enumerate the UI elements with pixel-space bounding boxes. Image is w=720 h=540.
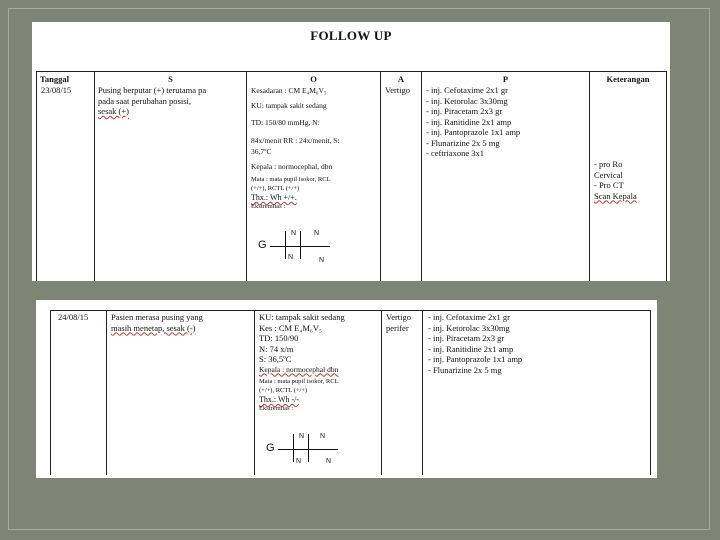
objective-line: Kepala : normocephal, dbn [251, 161, 333, 171]
plan-item: - ceftriaxone 3x1 [426, 148, 485, 158]
note-item: - pro Ro [594, 159, 623, 169]
col-divider [381, 310, 382, 475]
plan-item: - inj. Ketorolac 3x30mg [428, 322, 510, 333]
subjective-line: masih menetap, sesak (-) [111, 322, 196, 333]
assessment-text: Vertigo [385, 85, 411, 95]
objective-line: (+/+), RCTL (+/+) [251, 185, 300, 192]
plan-item: - inj. Piracetam 2x3 gr [426, 106, 503, 116]
subjective-text [98, 85, 206, 117]
gcs-value: N [291, 230, 297, 237]
header-date: Tanggal [40, 74, 69, 84]
assessment-line: Vertigo [386, 312, 412, 322]
col-divider [422, 310, 423, 475]
follow-up-sheet-1 [32, 22, 670, 281]
entry-date: 23/08/15 [41, 85, 72, 95]
gcs-line [285, 231, 286, 259]
objective-line: Kes : CM E₄M₆V₅ [259, 322, 322, 333]
follow-up-sheet-2 [36, 300, 657, 478]
header-o: O [310, 74, 317, 84]
subjective-line: pada saat perubahan posisi, [98, 95, 191, 106]
gcs-label: G [266, 442, 275, 454]
table-top-border [50, 310, 650, 311]
header-a: A [397, 74, 405, 84]
objective-line: KU: tampak sakit sedang [251, 100, 327, 110]
gcs-value: N [296, 458, 302, 465]
objective-line: TD: 150/80 mmHg, N: [251, 118, 320, 127]
subjective-line: Pusing berputar (+) terutama pa [98, 85, 207, 95]
subjective-text [111, 312, 203, 333]
gcs-value: N [319, 257, 325, 264]
plan-list [426, 85, 520, 159]
col-divider [589, 71, 590, 281]
gcs-value: N [288, 254, 294, 261]
objective-line: N: 74 x/m [259, 343, 294, 354]
objective-line: TD: 150/90 [259, 333, 299, 343]
plan-item: - inj. Cefotaxime 2x1 gr [426, 85, 508, 95]
plan-item: - inj. Ranitidine 2x1 amp [428, 343, 514, 354]
gcs-value: N [320, 433, 326, 440]
gcs-value: N [326, 458, 332, 465]
gcs-line [308, 434, 309, 462]
table-right-border [666, 71, 667, 281]
objective-line: Mata : mata pupil isokor, RCL [251, 176, 331, 183]
objective-text [251, 85, 340, 211]
note-list [594, 159, 637, 201]
col-divider [94, 71, 95, 281]
objective-line: 36,7ºC [251, 147, 272, 156]
plan-item: - Flunarizine 2x 5 mg [426, 137, 500, 148]
objective-line: (+/+), RCTL (+/+) [259, 387, 308, 394]
header-p: P [502, 74, 509, 84]
entry-date: 24/08/15 [58, 312, 89, 322]
gcs-value: N [299, 433, 305, 440]
assessment-line: perifer [386, 322, 409, 333]
table-right-border [650, 310, 651, 475]
plan-item: - inj. Pantoprazole 1x1 amp [428, 354, 523, 364]
plan-item: - inj. Piracetam 2x3 gr [428, 333, 505, 343]
table-top-border [36, 71, 666, 72]
subjective-line: Pasien merasa pusing yang [111, 312, 203, 322]
plan-item: - inj. Pantoprazole 1x1 amp [426, 127, 521, 137]
objective-line: 84x/menit RR : 24x/menit, S: [251, 135, 340, 145]
objective-line: KU: tampak sakit sedang [259, 312, 345, 322]
assessment-text [386, 312, 411, 333]
note-item: Cervical [594, 169, 623, 180]
col-divider [421, 71, 422, 281]
col-divider [254, 310, 255, 475]
note-item: - Pro CT [594, 180, 624, 190]
header-note: Keterangan [606, 74, 650, 84]
objective-line: Thx.: Wh +/+. [251, 193, 297, 202]
objective-line: Kesadaran : CM E₄M₆V₅ [251, 86, 327, 95]
gcs-diagram [258, 227, 338, 272]
gcs-line [293, 434, 294, 462]
plan-item: - Flunarizine 2x 5 mg [428, 364, 502, 375]
objective-line: Thx.: Wh -/- [259, 395, 300, 404]
page-title: FOLLOW UP [310, 28, 392, 43]
col-divider [106, 310, 107, 475]
table-left-border [36, 71, 37, 281]
gcs-line [300, 231, 301, 259]
table-left-border [50, 310, 51, 475]
objective-line: Ekstremitas : [251, 203, 286, 210]
col-divider [246, 71, 247, 281]
gcs-label: G [258, 239, 267, 251]
note-item: Scan Kepala [594, 190, 637, 201]
header-s: S [168, 74, 173, 84]
plan-item: - inj. Ranitidine 2x1 amp [426, 116, 512, 127]
objective-line: Mata : mata pupil isokor, RCL [259, 378, 339, 385]
plan-list [428, 312, 522, 375]
objective-line: S: 36,5ºC [259, 354, 292, 364]
col-divider [380, 71, 381, 281]
plan-item: - inj. Ketorolac 3x30mg [426, 95, 508, 106]
plan-item: - inj. Cefotaxime 2x1 gr [428, 312, 510, 322]
objective-text [259, 312, 345, 413]
objective-line: Kepala : normocephal dbn [259, 364, 339, 374]
objective-line: Ekstremitas : [259, 405, 294, 412]
subjective-line: sesak (+) [98, 106, 129, 116]
gcs-diagram [266, 430, 346, 475]
gcs-value: N [314, 230, 320, 237]
